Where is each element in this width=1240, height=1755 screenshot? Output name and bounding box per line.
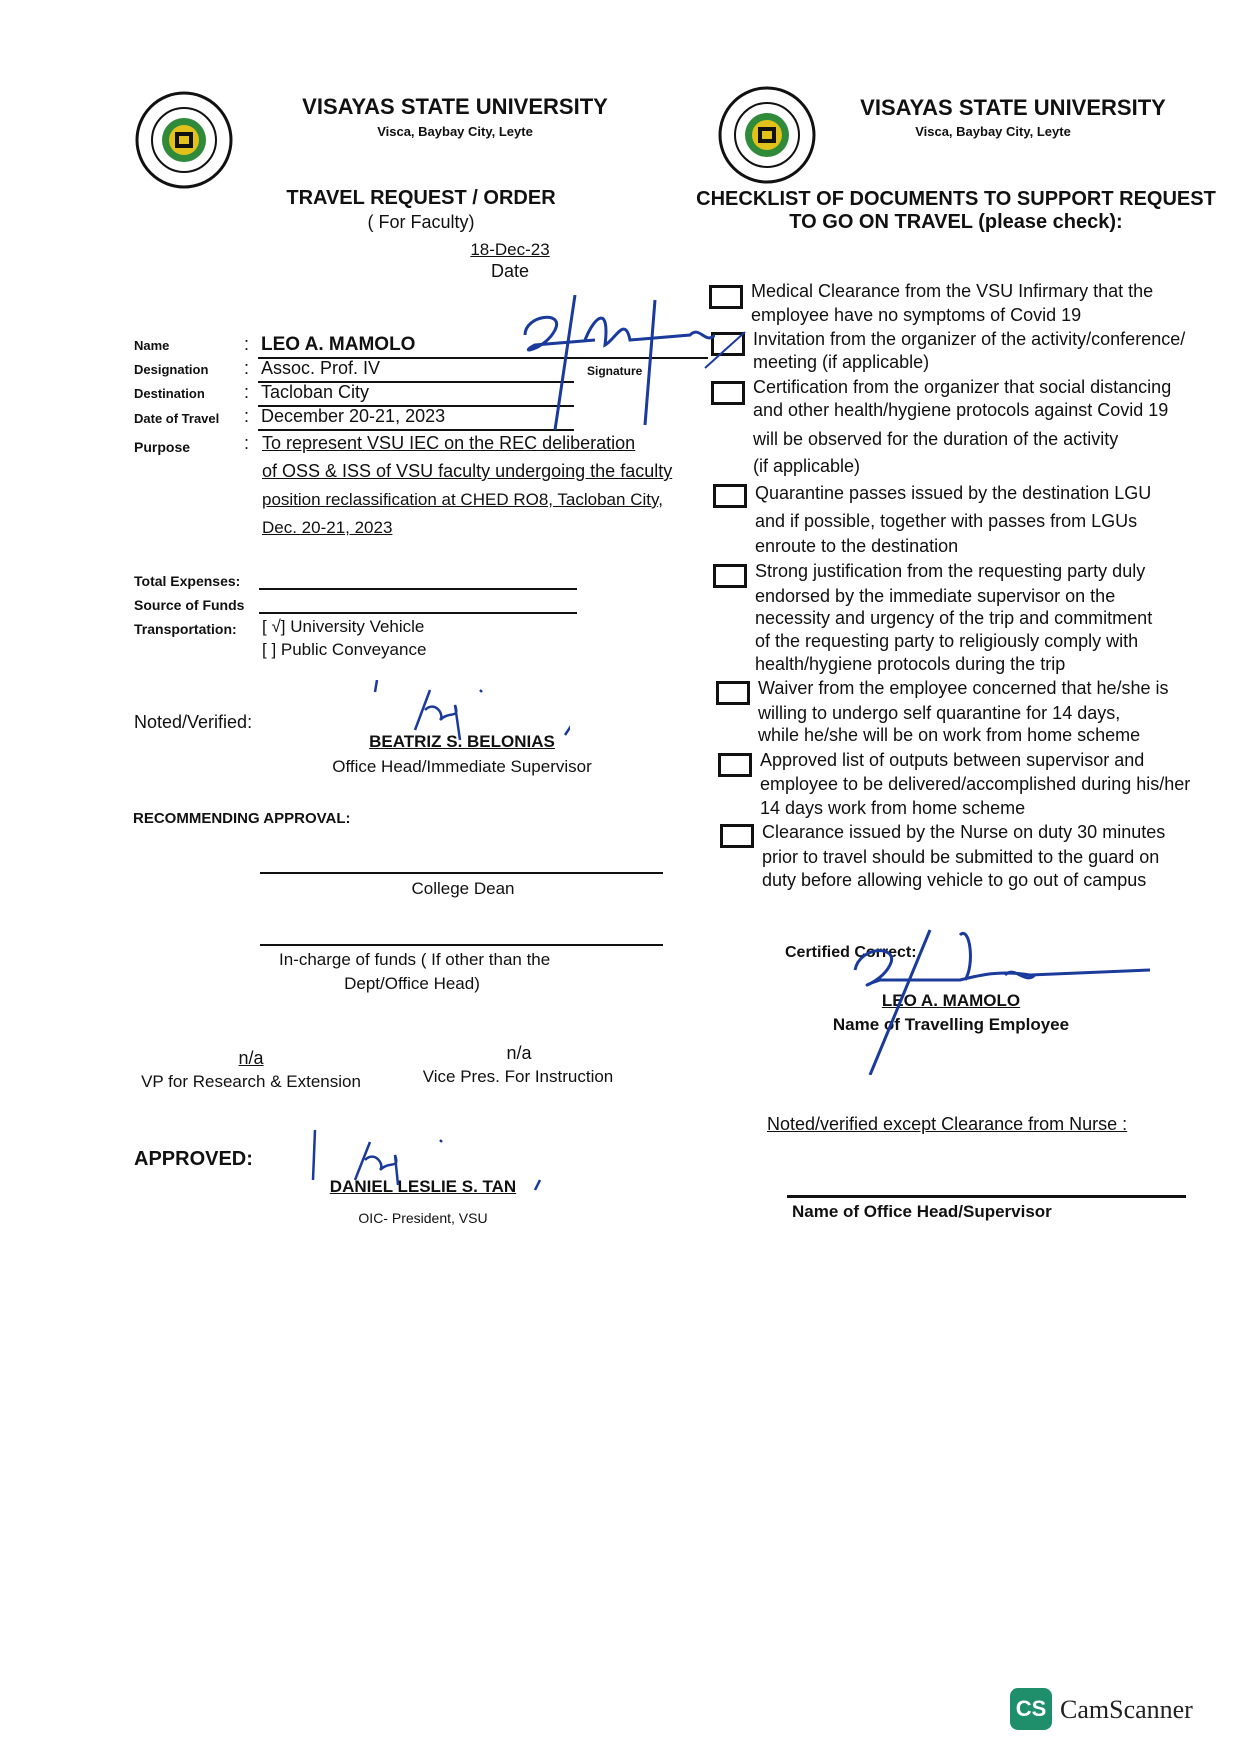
date-value: 18-Dec-23: [470, 240, 550, 259]
purpose-line: of OSS & ISS of VSU faculty undergoing the faculty: [262, 461, 673, 481]
checklist-item-text: necessity and urgency of the trip and commitment: [755, 608, 1153, 628]
university-seal-logo: [134, 90, 234, 190]
transport-university-vehicle: [ √] University Vehicle: [262, 617, 425, 636]
checklist-item-text: while he/she will be on work from home scheme: [758, 725, 1141, 745]
checklist-item-text: health/hygiene protocols during the trip: [755, 654, 1066, 674]
checklist-checkbox[interactable]: [713, 484, 747, 508]
purpose-label: Purpose: [134, 439, 191, 455]
purpose-line: position reclassification at CHED RO8, Tacloban City,: [262, 490, 663, 509]
designation-value: Assoc. Prof. IV: [261, 358, 381, 378]
traveller-title: Name of Travelling Employee: [832, 1015, 1070, 1034]
checklist-checkbox[interactable]: [713, 564, 747, 588]
transportation-label: Transportation:: [134, 621, 237, 637]
checklist-item-text: Waiver from the employee concerned that he/she is: [758, 678, 1169, 698]
checklist-item-text: and if possible, together with passes from LGUs: [755, 511, 1138, 531]
checklist-item-text: Invitation from the organizer of the activity/conference/: [753, 329, 1186, 349]
supervisor-name: BEATRIZ S. BELONIAS: [369, 732, 555, 751]
checklist-item-text: meeting (if applicable): [753, 352, 930, 372]
traveller-signature: [515, 295, 715, 435]
checklist-item-text: Strong justification from the requesting party duly: [755, 561, 1146, 581]
purpose-line: To represent VSU IEC on the REC deliberation: [262, 433, 636, 453]
office-head-label: Name of Office Head/Supervisor: [792, 1202, 1052, 1221]
checklist-checkbox[interactable]: [711, 381, 745, 405]
checklist-item-text: duty before allowing vehicle to go out of campus: [762, 870, 1147, 890]
noted-verified-label: Noted/Verified:: [134, 712, 253, 732]
university-address: Visca, Baybay City, Leyte: [377, 124, 533, 139]
purpose-line: Dec. 20-21, 2023: [262, 518, 393, 537]
vp-instruction-label: Vice Pres. For Instruction: [422, 1067, 614, 1086]
checkmark: [700, 330, 750, 370]
vp-research-label: VP for Research & Extension: [141, 1072, 361, 1091]
approved-label: APPROVED:: [134, 1148, 253, 1170]
incharge-funds-label: In-charge of funds ( If other than the: [279, 950, 551, 969]
name-value: LEO A. MAMOLO: [261, 334, 416, 355]
camscanner-watermark: CamScanner: [1060, 1695, 1193, 1724]
total-expenses-label: Total Expenses:: [134, 573, 241, 589]
colon: :: [244, 334, 250, 354]
colon: :: [244, 406, 250, 426]
supervisor-title: Office Head/Immediate Supervisor: [332, 757, 592, 776]
checklist-item-text: willing to undergo self quarantine for 14 days,: [758, 703, 1121, 723]
checklist-item-text: employee to be delivered/accomplished during his/her: [760, 774, 1191, 794]
checklist-item-text: Medical Clearance from the VSU Infirmary that the: [751, 281, 1154, 301]
date-of-travel-label: Date of Travel: [134, 411, 220, 426]
certified-correct-label: Certified Correct:: [785, 944, 917, 961]
checklist-item-text: Quarantine passes issued by the destination LGU: [755, 483, 1152, 503]
checklist-checkbox[interactable]: [718, 753, 752, 777]
checklist-checkbox[interactable]: [716, 681, 750, 705]
signature-label: Signature: [587, 364, 643, 378]
checklist-item-text: endorsed by the immediate supervisor on the: [755, 586, 1116, 606]
checklist-title: TO GO ON TRAVEL (please check):: [789, 211, 1123, 233]
name-label: Name: [134, 338, 170, 353]
checklist-item-text: employee have no symptoms of Covid 19: [751, 305, 1082, 325]
university-seal-logo: [717, 85, 817, 185]
university-name: VISAYAS STATE UNIVERSITY: [302, 94, 608, 119]
vp-research-value: n/a: [238, 1048, 264, 1068]
colon: :: [244, 433, 250, 453]
certified-signature: [850, 925, 1160, 1075]
destination-label: Destination: [134, 386, 205, 401]
checklist-item-text: 14 days work from home scheme: [760, 798, 1026, 818]
recommending-approval-label: RECOMMENDING APPROVAL:: [133, 810, 351, 827]
supervisor-signature: [370, 680, 570, 750]
checklist-checkbox[interactable]: [720, 824, 754, 848]
transport-public-conveyance: [ ] Public Conveyance: [262, 640, 427, 659]
traveller-name: LEO A. MAMOLO: [881, 991, 1021, 1010]
checklist-item-text: (if applicable): [753, 456, 861, 476]
president-name: DANIEL LESLIE S. TAN: [329, 1177, 517, 1196]
checklist-item-text: Approved list of outputs between supervisor and: [760, 750, 1145, 770]
source-of-funds-label: Source of Funds: [134, 597, 245, 613]
checklist-title: CHECKLIST OF DOCUMENTS TO SUPPORT REQUEST: [696, 188, 1216, 210]
designation-label: Designation: [134, 362, 209, 377]
date-label: Date: [490, 261, 530, 281]
colon: :: [244, 358, 250, 378]
university-name: VISAYAS STATE UNIVERSITY: [860, 95, 1166, 120]
checklist-item-text: will be observed for the duration of the activity: [753, 429, 1119, 449]
form-subtitle: ( For Faculty): [367, 212, 475, 232]
checklist-item-text: enroute to the destination: [755, 536, 959, 556]
form-title: TRAVEL REQUEST / ORDER: [286, 187, 556, 209]
checklist-item-text: Certification from the organizer that social distancing: [753, 377, 1172, 397]
college-dean-label: College Dean: [411, 879, 515, 898]
date-of-travel-value: December 20-21, 2023: [261, 406, 446, 426]
checklist-item-text: prior to travel should be submitted to the guard on: [762, 847, 1160, 867]
checklist-item-text: and other health/hygiene protocols against Covid 19: [753, 400, 1169, 420]
vp-instruction-value: n/a: [506, 1043, 532, 1063]
university-address: Visca, Baybay City, Leyte: [915, 124, 1071, 139]
incharge-funds-label: Dept/Office Head): [344, 974, 480, 993]
president-title: OIC- President, VSU: [358, 1210, 488, 1226]
camscanner-logo-icon: CS: [1010, 1688, 1052, 1730]
checklist-item-text: of the requesting party to religiously comply with: [755, 631, 1139, 651]
colon: :: [244, 382, 250, 402]
noted-except-label: Noted/verified except Clearance from Nurse :: [767, 1114, 1128, 1134]
president-signature: [310, 1130, 550, 1200]
checklist-item-text: Clearance issued by the Nurse on duty 30 minutes: [762, 822, 1166, 842]
destination-value: Tacloban City: [261, 382, 370, 402]
